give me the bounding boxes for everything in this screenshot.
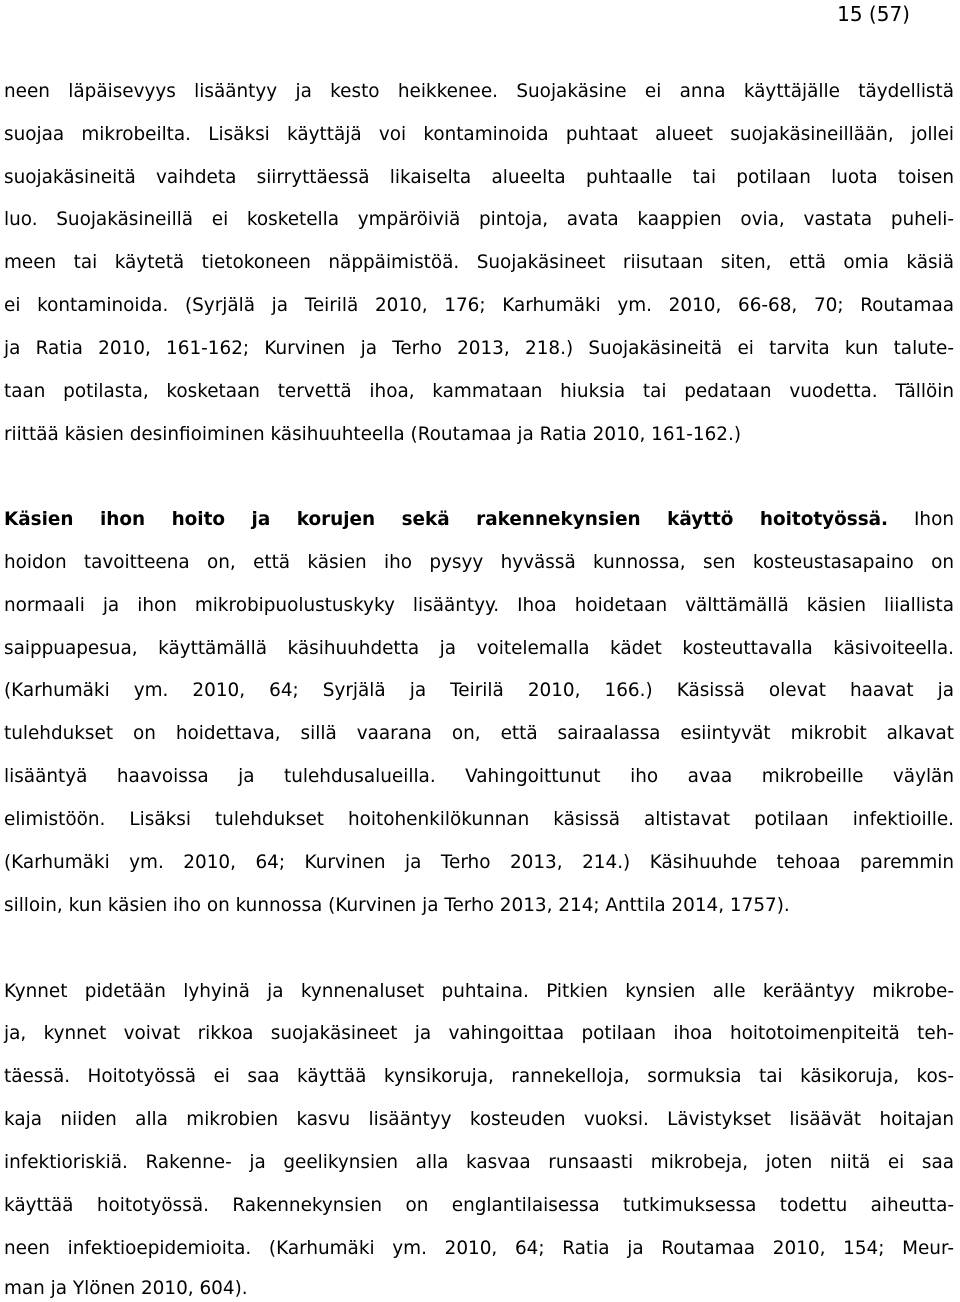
page-number: 15 (57) <box>837 2 910 26</box>
text-line: luo. Suojakäsineillä ei kosketella ympäröiviä pintoja, avata kaappien ovia, vastata puheli- <box>4 209 954 230</box>
text-line: saippuapesua, käyttämällä käsihuuhdetta ja voitelemalla kädet kosteuttavalla käsivoiteella. <box>4 638 954 659</box>
text-line: kaja niiden alla mikrobien kasvu lisääntyy kosteuden vuoksi. Lävistykset lisäävät hoitajan <box>4 1109 954 1130</box>
text-line: normaali ja ihon mikrobipuolustuskyky lisääntyy. Ihoa hoidetaan välttämällä käsien liiallista <box>4 595 954 616</box>
text-line: suojakäsineitä vaihdeta siirryttäessä likaiselta alueelta puhtaalle tai potilaan luota toisen <box>4 167 954 188</box>
text-line: (Karhumäki ym. 2010, 64; Syrjälä ja Teirilä 2010, 166.) Käsissä olevat haavat ja <box>4 680 954 701</box>
text-line: suojaa mikrobeilta. Lisäksi käyttäjä voi kontaminoida puhtaat alueet suojakäsineillään, jollei <box>4 124 954 145</box>
text-line: ja, kynnet voivat rikkoa suojakäsineet ja vahingoittaa potilaan ihoa hoitotoimenpiteitä teh- <box>4 1023 954 1044</box>
text-line: silloin, kun käsien iho on kunnossa (Kurvinen ja Terho 2013, 214; Anttila 2014, 1757). <box>4 895 790 916</box>
text-line: taan potilasta, kosketaan tervettä ihoa, kammataan hiuksia tai pedataan vuodetta. Tällöin <box>4 381 954 402</box>
text-line: meen tai käytetä tietokoneen näppäimistöä. Suojakäsineet riisutaan siten, että omia käsiä <box>4 252 954 273</box>
text-line: elimistöön. Lisäksi tulehdukset hoitohenkilökunnan käsissä altistavat potilaan infektioille. <box>4 809 954 830</box>
text-line: täessä. Hoitotyössä ei saa käyttää kynsikoruja, rannekelloja, sormuksia tai käsikoruja, kos- <box>4 1066 954 1087</box>
text-line: Kynnet pidetään lyhyinä ja kynnenaluset puhtaina. Pitkien kynsien alle kerääntyy mikrobe- <box>4 981 954 1002</box>
section-heading: Käsien ihon hoito ja korujen sekä rakennekynsien käyttö hoitotyössä. <box>4 509 889 530</box>
text-line: lisääntyä haavoissa ja tulehdusalueilla. Vahingoittunut iho avaa mikrobeille väylän <box>4 766 954 787</box>
text-line: man ja Ylönen 2010, 604). <box>4 1278 248 1299</box>
heading-continuation: Ihon <box>914 509 954 530</box>
text-line: infektioriskiä. Rakenne- ja geelikynsien alla kasvaa runsaasti mikrobeja, joten niitä ei saa <box>4 1152 954 1173</box>
text-line: hoidon tavoitteena on, että käsien iho pysyy hyvässä kunnossa, sen kosteustasapaino on <box>4 552 954 573</box>
text-line: tulehdukset on hoidettava, sillä vaarana on, että sairaalassa esiintyvät mikrobit alkavat <box>4 723 954 744</box>
text-line: riittää käsien desinfioiminen käsihuuhteella (Routamaa ja Ratia 2010, 161-162.) <box>4 424 742 445</box>
text-line: ja Ratia 2010, 161-162; Kurvinen ja Terho 2013, 218.) Suojakäsineitä ei tarvita kun talute- <box>4 338 954 359</box>
text-line: neen läpäisevyys lisääntyy ja kesto heikkenee. Suojakäsine ei anna käyttäjälle täydellistä <box>4 81 954 102</box>
text-line <box>4 508 954 532</box>
text-line: ei kontaminoida. (Syrjälä ja Teirilä 2010, 176; Karhumäki ym. 2010, 66-68, 70; Routamaa <box>4 295 954 316</box>
text-line: käyttää hoitotyössä. Rakennekynsien on englantilaisessa tutkimuksessa todettu aiheutta- <box>4 1195 954 1216</box>
text-line: (Karhumäki ym. 2010, 64; Kurvinen ja Terho 2013, 214.) Käsihuuhde tehoaa paremmin <box>4 852 954 873</box>
text-line: neen infektioepidemioita. (Karhumäki ym. 2010, 64; Ratia ja Routamaa 2010, 154; Meur- <box>4 1238 954 1259</box>
